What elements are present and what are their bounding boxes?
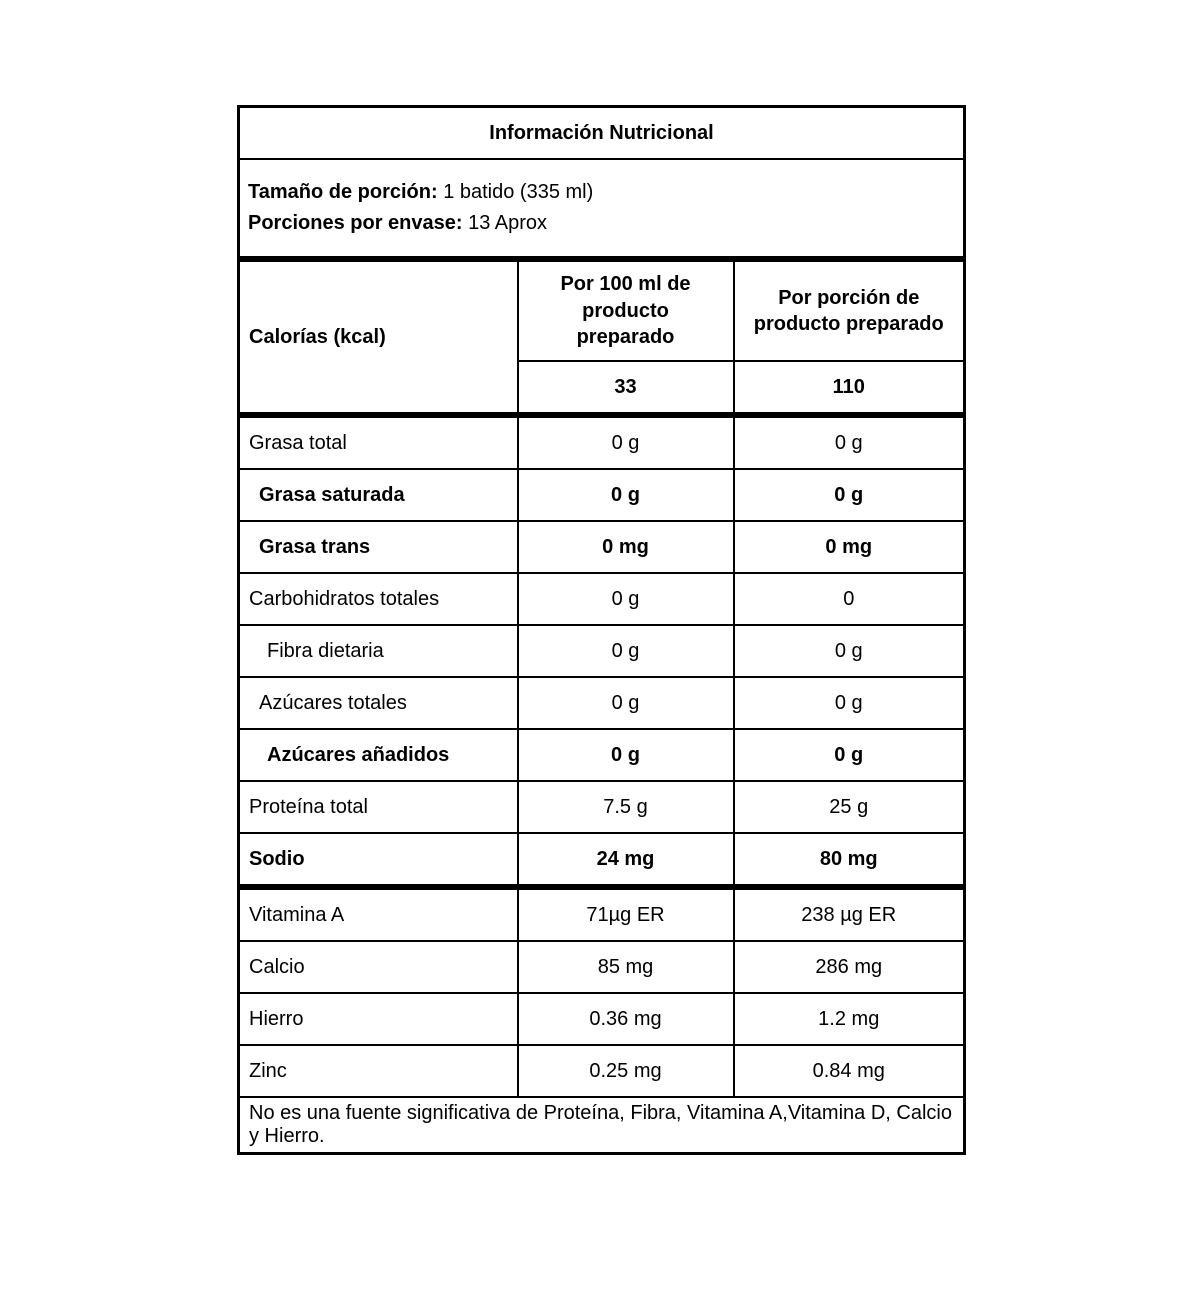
nutrient-value-per-portion: 0 g	[734, 415, 965, 469]
nutrient-value-per-100ml: 0 g	[518, 573, 734, 625]
nutrient-value-per-portion: 0 g	[734, 677, 965, 729]
nutrient-row	[239, 833, 965, 887]
nutrient-row	[239, 469, 965, 521]
nutrient-label: Grasa total	[239, 415, 518, 469]
nutrient-value-per-100ml: 0.25 mg	[518, 1045, 734, 1097]
nutrient-label: Sodio	[239, 833, 518, 887]
nutrient-value-per-portion: 238 µg ER	[734, 887, 965, 941]
nutrient-row	[239, 415, 965, 469]
nutrient-value-per-100ml: 0 g	[518, 469, 734, 521]
nutrient-label: Proteína total	[239, 781, 518, 833]
servings-per-container-label: Porciones por envase:	[248, 212, 463, 234]
nutrition-label-sheet	[237, 105, 963, 1155]
footnote-text: No es una fuente significativa de Proteína, Fibra, Vitamina A,Vitamina D, Calcio y Hierro.	[239, 1097, 965, 1154]
nutrient-value-per-portion: 0 g	[734, 729, 965, 781]
nutrient-row	[239, 521, 965, 573]
nutrient-value-per-100ml: 0 g	[518, 677, 734, 729]
nutrient-value-per-portion: 25 g	[734, 781, 965, 833]
column-header-per-100ml: Por 100 ml de producto preparado	[518, 259, 734, 361]
nutrient-value-per-portion: 0 g	[734, 469, 965, 521]
column-header-per-portion: Por porción de producto preparado	[734, 259, 965, 361]
nutrient-label: Vitamina A	[239, 887, 518, 941]
column-header-row	[239, 259, 965, 361]
nutrient-value-per-portion: 1.2 mg	[734, 993, 965, 1045]
nutrient-row	[239, 781, 965, 833]
nutrient-value-per-portion: 0 mg	[734, 521, 965, 573]
nutrient-value-per-portion: 286 mg	[734, 941, 965, 993]
nutrient-row	[239, 729, 965, 781]
nutrient-value-per-portion: 80 mg	[734, 833, 965, 887]
nutrient-row	[239, 677, 965, 729]
nutrient-label: Fibra dietaria	[239, 625, 518, 677]
nutrient-row	[239, 625, 965, 677]
nutrient-value-per-portion: 0	[734, 573, 965, 625]
serving-info-cell	[239, 159, 965, 259]
calories-row-label: Calorías (kcal)	[239, 259, 518, 415]
nutrient-value-per-portion: 0 g	[734, 625, 965, 677]
nutrient-label: Grasa saturada	[239, 469, 518, 521]
footnote-row	[239, 1097, 965, 1154]
calories-per-100ml: 33	[518, 361, 734, 415]
nutrient-value-per-100ml: 0 g	[518, 729, 734, 781]
nutrient-label: Grasa trans	[239, 521, 518, 573]
nutrient-value-per-100ml: 0 g	[518, 625, 734, 677]
nutrient-value-per-100ml: 85 mg	[518, 941, 734, 993]
nutrient-value-per-100ml: 71µg ER	[518, 887, 734, 941]
nutrient-value-per-100ml: 7.5 g	[518, 781, 734, 833]
nutrient-value-per-100ml: 0 mg	[518, 521, 734, 573]
nutrients-section	[239, 415, 965, 887]
nutrient-label: Azúcares totales	[239, 677, 518, 729]
nutrient-row	[239, 887, 965, 941]
nutrient-value-per-100ml: 24 mg	[518, 833, 734, 887]
nutrient-value-per-100ml: 0 g	[518, 415, 734, 469]
serving-size-line	[248, 177, 955, 208]
micronutrients-section	[239, 887, 965, 1097]
nutrient-label: Calcio	[239, 941, 518, 993]
serving-size-label: Tamaño de porción:	[248, 181, 438, 203]
nutrient-label: Carbohidratos totales	[239, 573, 518, 625]
serving-size-value: 1 batido (335 ml)	[443, 181, 594, 203]
nutrient-label: Hierro	[239, 993, 518, 1045]
nutrient-row	[239, 941, 965, 993]
nutrient-value-per-100ml: 0.36 mg	[518, 993, 734, 1045]
nutrient-row	[239, 1045, 965, 1097]
servings-per-container-value: 13 Aprox	[468, 212, 548, 234]
nutrition-facts-table	[237, 105, 966, 1155]
nutrient-value-per-portion: 0.84 mg	[734, 1045, 965, 1097]
nutrient-row	[239, 993, 965, 1045]
title-row	[239, 107, 965, 160]
nutrient-label: Zinc	[239, 1045, 518, 1097]
calories-per-portion: 110	[734, 361, 965, 415]
nutrient-label: Azúcares añadidos	[239, 729, 518, 781]
serving-info-row	[239, 159, 965, 259]
nutrient-row	[239, 573, 965, 625]
table-title: Información Nutricional	[239, 107, 965, 160]
servings-per-container-line	[248, 208, 955, 239]
